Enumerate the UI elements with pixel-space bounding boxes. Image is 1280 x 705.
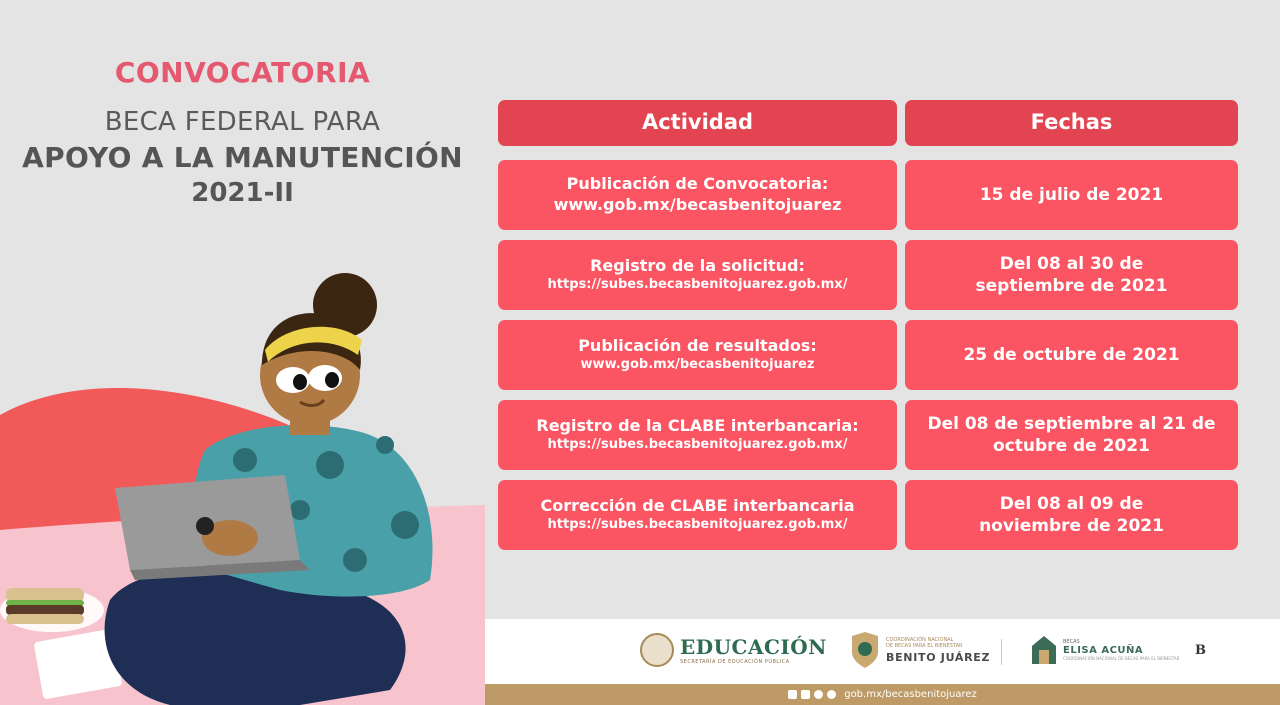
date-cell xyxy=(905,240,1238,310)
page-mark: B xyxy=(1195,643,1206,658)
convocatoria-heading: CONVOCATORIA xyxy=(114,56,371,89)
schedule-table xyxy=(498,100,1238,560)
mexico-seal-icon xyxy=(640,633,674,667)
activity-label: Publicación de Convocatoria: xyxy=(566,174,829,194)
educacion-subtitle: SECRETARÍA DE EDUCACIÓN PÚBLICA xyxy=(680,659,790,665)
table-row xyxy=(498,400,1238,470)
table-row xyxy=(498,240,1238,310)
educacion-title: EDUCACIÓN xyxy=(680,635,827,659)
activity-header: Actividad xyxy=(498,100,897,146)
table-row xyxy=(498,480,1238,550)
logo-divider xyxy=(1001,639,1002,665)
activity-cell xyxy=(498,480,897,550)
bj-subtitle-1: COORDINACIÓN NACIONAL xyxy=(886,636,954,643)
shield-icon xyxy=(850,632,880,668)
dates-header: Fechas xyxy=(905,100,1238,146)
activity-link[interactable]: https://subes.becasbenitojuarez.gob.mx/ xyxy=(547,436,848,452)
activity-link[interactable]: https://subes.becasbenitojuarez.gob.mx/ xyxy=(547,276,848,292)
instagram-icon[interactable] xyxy=(814,690,823,699)
activity-cell xyxy=(498,160,897,230)
title-line-3: 2021-II xyxy=(191,178,294,208)
twitter-icon[interactable] xyxy=(801,690,810,699)
benito-juarez-logo xyxy=(850,632,990,668)
activity-label: Publicación de resultados: xyxy=(578,336,817,356)
date-cell xyxy=(905,480,1238,550)
ea-tiny-text: COORDINACIÓN NACIONAL DE BECAS PARA EL BIENESTAR xyxy=(1063,656,1180,661)
ea-name: ELISA ACUÑA xyxy=(1063,645,1144,656)
activity-cell xyxy=(498,240,897,310)
title-block xyxy=(0,56,485,208)
table-row xyxy=(498,160,1238,230)
activity-cell xyxy=(498,400,897,470)
activity-link[interactable]: https://subes.becasbenitojuarez.gob.mx/ xyxy=(547,516,848,532)
youtube-icon[interactable] xyxy=(827,690,836,699)
activity-label: Registro de la CLABE interbancaria: xyxy=(536,416,859,436)
activity-link[interactable]: www.gob.mx/becasbenitojuarez xyxy=(580,356,815,372)
bj-name: BENITO JUÁREZ xyxy=(886,650,991,664)
title-line-1: BECA FEDERAL PARA xyxy=(104,107,381,137)
date-line-1: Del 08 de septiembre al 21 de xyxy=(927,413,1216,434)
footer-url[interactable]: gob.mx/becasbenitojuarez xyxy=(844,689,977,700)
student-illustration xyxy=(0,270,485,705)
elisa-acuna-logo xyxy=(1031,634,1179,666)
house-icon xyxy=(1031,634,1057,666)
footer-logos xyxy=(485,619,1280,684)
facebook-icon[interactable] xyxy=(788,690,797,699)
bj-subtitle-2: DE BECAS PARA EL BIENESTAR xyxy=(886,642,963,649)
date-line-2: octubre de 2021 xyxy=(993,436,1150,456)
educacion-logo xyxy=(640,633,827,667)
date-line-2: septiembre de 2021 xyxy=(975,276,1168,296)
activity-cell xyxy=(498,320,897,390)
date-line-1: 15 de julio de 2021 xyxy=(979,184,1164,205)
table-header-row xyxy=(498,100,1238,146)
activity-label: Registro de la solicitud: xyxy=(590,256,805,276)
date-cell xyxy=(905,400,1238,470)
title-line-2: APOYO A LA MANUTENCIÓN xyxy=(22,141,463,174)
date-line-1: Del 08 al 09 de xyxy=(999,493,1144,514)
bottom-bar xyxy=(485,684,1280,705)
date-cell xyxy=(905,160,1238,230)
ea-subtitle: BECAS xyxy=(1063,639,1080,645)
date-line-1: 25 de octubre de 2021 xyxy=(963,344,1180,365)
date-line-2: noviembre de 2021 xyxy=(979,516,1164,536)
date-line-1: Del 08 al 30 de xyxy=(999,253,1144,274)
date-cell xyxy=(905,320,1238,390)
activity-link[interactable]: www.gob.mx/becasbenitojuarez xyxy=(553,195,842,214)
activity-label: Corrección de CLABE interbancaria xyxy=(540,496,855,516)
table-row xyxy=(498,320,1238,390)
